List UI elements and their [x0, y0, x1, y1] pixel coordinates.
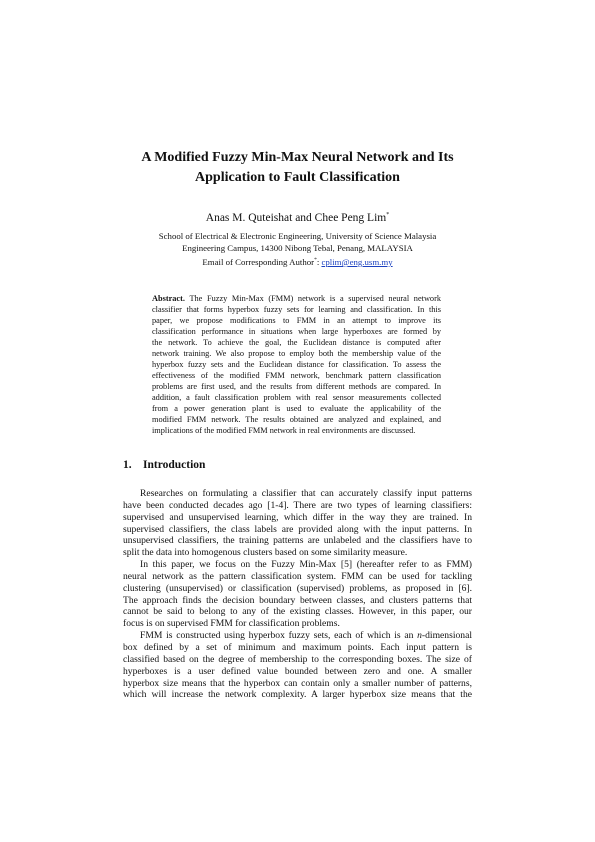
body-line: unsupervised classifiers, the training patterns are unlabeled and the classifiers have to [123, 535, 472, 547]
body-line: supervised and unsupervised learning, which differ in the way they are trained. In [123, 511, 472, 523]
body-text-fragment: FMM is constructed using hyperbox fuzzy sets, each of which is an [140, 630, 418, 642]
abstract-line: classifier that forms hyperbox fuzzy sets for learning and classification. In this [152, 305, 441, 314]
title-line-2: Application to Fault Classification [195, 170, 400, 185]
body-line-last: split the data into homogenous clusters based on some similarity measure. [123, 547, 408, 559]
paper-title [100, 148, 495, 188]
body-line: supervised classifiers, the class labels are provided along with the input patterns. In [123, 523, 472, 535]
body-line-last: focus is on supervised FMM for classification problems. [123, 618, 340, 630]
body-line: classified based on the degree of membership to the corresponding boxes. The size of [123, 653, 472, 665]
body-line: neural network as the pattern classification system. FMM can be used for tackling [123, 570, 472, 582]
title-line-1: A Modified Fuzzy Min-Max Neural Network and Its [141, 150, 454, 165]
abstract-line: addition, a fault classification problem with real sensor measurements collected [152, 393, 441, 402]
email-prefix: Email of Corresponding Author [202, 256, 315, 267]
abstract-line: classification performance in situations when large hyperboxes are formed by [152, 327, 441, 336]
body-line: box defined by a set of minimum and maximum points. Each input pattern is [123, 641, 472, 653]
abstract-block [152, 293, 441, 436]
abstract-line: network training. We also propose to employ both the membership value of the [152, 349, 441, 358]
body-line: clustering (unsupervised) or classification (supervised) problems, as proposed in [6]. [123, 582, 472, 594]
email-mark: * [314, 257, 317, 263]
body-text-fragment: -dimensional [421, 630, 472, 642]
body-line: cannot be said to belong to any of the existing classes. However, in this paper, our [123, 606, 472, 618]
abstract-line: the network. To achieve the goal, the Euclidean distance is computed after [152, 338, 441, 347]
italic-n: n [417, 630, 422, 642]
section-number: 1. [123, 459, 132, 471]
email-line [100, 254, 495, 268]
abstract-line: from a power generation plant is used to evaluate the applicability of the [152, 404, 441, 413]
abstract-line: problems are first used, and the results from different methods are compared. In [152, 382, 441, 391]
abstract-line: modified FMM network. The results obtained are analyzed and explained, and [152, 415, 441, 424]
body-line [123, 630, 472, 642]
body-line: hyperbox size means that the hyperbox can contain only a smaller number of patterns, [123, 677, 472, 689]
email-colon: : [316, 256, 322, 267]
abstract-line [152, 293, 441, 304]
body-line: which will increase the network complexity. A larger hyperbox size means that the [123, 689, 472, 701]
abstract-line: effectiveness of the modified FMM network, benchmark pattern classification [152, 371, 441, 380]
body-line: In this paper, we focus on the Fuzzy Min-Max [5] (hereafter refer to as FMM) [140, 559, 472, 571]
body-text [123, 488, 472, 701]
abstract-label: Abstract. [152, 294, 185, 303]
body-line: The approach finds the decision boundary between classes, and clusters patterns that [123, 594, 472, 606]
section-heading [123, 459, 205, 471]
abstract-line-last: implications of the modified FMM network in real environments are discussed. [152, 426, 416, 435]
body-line: Researches on formulating a classifier that can accurately classify input patterns [140, 488, 472, 499]
corresponding-author-mark: * [386, 212, 390, 218]
author-names [100, 208, 495, 225]
section-title: Introduction [143, 459, 206, 471]
affiliation-line-1: School of Electrical & Electronic Engineering, University of Science Malaysia [158, 231, 437, 241]
email-link[interactable]: cplim@eng.usm.my [321, 256, 393, 267]
abstract-first-line-text: The Fuzzy Min-Max (FMM) network is a supervised neural network [184, 294, 441, 303]
body-line: have been conducted decades ago [1-4]. There are two types of learning classifiers: [123, 499, 472, 511]
affiliation-line-2: Engineering Campus, 14300 Nibong Tebal, Penang, MALAYSIA [182, 243, 413, 253]
authors-text: Anas M. Quteishat and Chee Peng Lim [205, 211, 387, 224]
abstract-line: hyperbox fuzzy sets and the Euclidean distance for classification. To assess the [152, 360, 441, 369]
abstract-line: paper, we propose modifications to FMM in an attempt to improve its [152, 316, 441, 325]
affiliation-block [100, 230, 495, 268]
body-line: hyperboxes is a user defined value bounded between zero and one. A smaller [123, 665, 472, 677]
